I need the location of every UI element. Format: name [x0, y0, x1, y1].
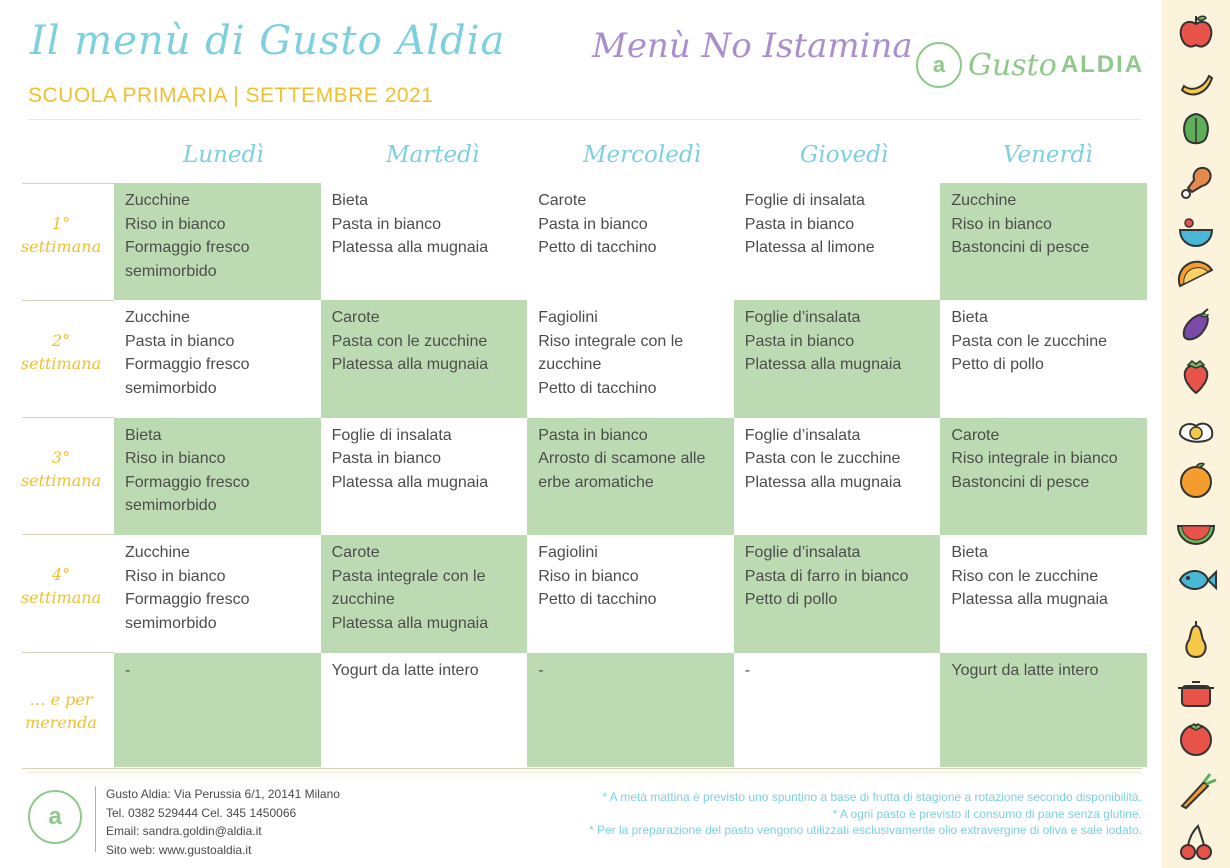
menu-subtitle: SCUOLA PRIMARIA | SETTEMBRE 2021 — [28, 84, 434, 107]
menu-cell: - — [734, 653, 941, 767]
note-snack: * A metà mattina è previsto uno spuntino a base di frutta di stagione a rotazione secondo disponibilità. — [602, 790, 1142, 804]
fish-icon — [1174, 560, 1218, 600]
contact-email[interactable]: Email: sandra.goldin@aldia.it — [106, 824, 262, 838]
egg-icon — [1174, 412, 1218, 452]
menu-cell: Bieta Pasta con le zucchine Petto di pollo — [940, 300, 1147, 417]
week-label-2: 2° settimana — [20, 331, 102, 373]
day-header-wednesday: Mercoledì — [583, 142, 701, 168]
menu-cell: - — [527, 653, 734, 767]
cherries-icon — [1174, 822, 1218, 862]
banana-icon — [1174, 64, 1218, 104]
lettuce-icon — [1174, 110, 1218, 150]
footer-logo: a — [28, 790, 82, 844]
note-oil: * Per la preparazione del pasto vengono utilizzati esclusivamente olio extravergine di oliva e sale iodato. — [589, 823, 1142, 837]
menu-cell: Foglie d’insalata Pasta con le zucchine Platessa alla mugnaia — [734, 418, 941, 535]
menu-title: Il menù di Gusto Aldia — [30, 18, 506, 64]
footer-contacts — [106, 785, 340, 859]
note-bread: * A ogni pasto è previsto il consumo di pane senza glutine. — [832, 806, 1142, 821]
menu-cell: Bieta Riso in bianco Formaggio fresco semimorbido — [114, 418, 321, 535]
logo-mark: a — [916, 42, 962, 88]
menu-cell: Yogurt da latte intero — [940, 653, 1147, 767]
menu-cell: Zucchine Riso in bianco Formaggio fresco semimorbido — [114, 535, 321, 652]
logo-aldia-text: ALDIA — [1060, 51, 1145, 78]
menu-cell: Carote Pasta integrale con le zucchine Platessa alla mugnaia — [321, 535, 528, 652]
menu-cell: Foglie di insalata Pasta in bianco Platessa al limone — [734, 183, 941, 300]
week-label-3: 3° settimana — [20, 448, 102, 490]
menu-cell: Zucchine Riso in bianco Formaggio fresco semimorbido — [114, 183, 321, 300]
contact-address: Gusto Aldia: Via Perussia 6/1, 20141 Milano — [106, 787, 340, 801]
contact-website[interactable]: Sito web: www.gustoaldia.it — [106, 842, 252, 857]
menu-cell: Foglie di insalata Pasta in bianco Platessa alla mugnaia — [321, 418, 528, 535]
gusto-aldia-logo — [916, 42, 1144, 88]
menu-cell: - — [114, 653, 321, 767]
pot-icon — [1174, 672, 1218, 712]
snack-label: … e per merenda — [25, 690, 97, 732]
bowl-icon — [1174, 212, 1218, 252]
contact-phone: Tel. 0382 529444 Cel. 345 1450066 — [106, 805, 297, 820]
menu-cell: Foglie d’insalata Pasta di farro in bianco Petto di pollo — [734, 535, 941, 652]
watermelon-icon — [1174, 512, 1218, 552]
grid-line — [22, 768, 1142, 769]
menu-type-title: Menù No Istamina — [592, 26, 913, 66]
eggplant-icon — [1174, 306, 1218, 346]
orange-slice-icon — [1174, 256, 1218, 296]
week-row-1 — [114, 183, 1147, 300]
week-label-1: 1° settimana — [20, 214, 102, 256]
menu-cell: Carote Riso integrale in bianco Bastoncini di pesce — [940, 418, 1147, 535]
header-divider — [28, 119, 1141, 120]
menu-cell: Yogurt da latte intero — [321, 653, 528, 767]
footer-notes — [589, 789, 1142, 839]
day-header-monday: Lunedì — [183, 142, 264, 168]
week-row-2 — [114, 300, 1147, 417]
footer-separator — [95, 786, 96, 852]
menu-cell: Carote Pasta in bianco Petto di tacchino — [527, 183, 734, 300]
apple-icon — [1174, 12, 1218, 52]
chicken-leg-icon — [1174, 162, 1218, 202]
day-header-thursday: Giovedì — [800, 142, 889, 168]
snack-row — [114, 653, 1147, 767]
day-header-friday: Venerdì — [1003, 142, 1093, 168]
week-row-3 — [114, 418, 1147, 535]
menu-cell: Fagiolini Riso in bianco Petto di tacchino — [527, 535, 734, 652]
orange-icon — [1174, 460, 1218, 500]
menu-cell: Carote Pasta con le zucchine Platessa alla mugnaia — [321, 300, 528, 417]
week-row-4 — [114, 535, 1147, 652]
menu-cell: Pasta in bianco Arrosto di scamone alle erbe aromatiche — [527, 418, 734, 535]
menu-cell: Zucchine Riso in bianco Bastoncini di pesce — [940, 183, 1147, 300]
week-label-4: 4° settimana — [20, 565, 102, 607]
carrot-icon — [1174, 772, 1218, 812]
logo-gusto-text: Gusto — [968, 47, 1057, 83]
tomato-icon — [1174, 718, 1218, 758]
footer-divider — [28, 772, 1141, 773]
menu-cell: Bieta Pasta in bianco Platessa alla mugnaia — [321, 183, 528, 300]
menu-cell: Fagiolini Riso integrale con le zucchine Petto di tacchino — [527, 300, 734, 417]
pear-icon — [1174, 620, 1218, 660]
menu-cell: Foglie d’insalata Pasta in bianco Platessa alla mugnaia — [734, 300, 941, 417]
day-header-tuesday: Martedì — [386, 142, 480, 168]
menu-grid — [114, 183, 1147, 767]
strawberry-icon — [1174, 356, 1218, 396]
menu-cell: Zucchine Pasta in bianco Formaggio fresco semimorbido — [114, 300, 321, 417]
menu-cell: Bieta Riso con le zucchine Platessa alla mugnaia — [940, 535, 1147, 652]
